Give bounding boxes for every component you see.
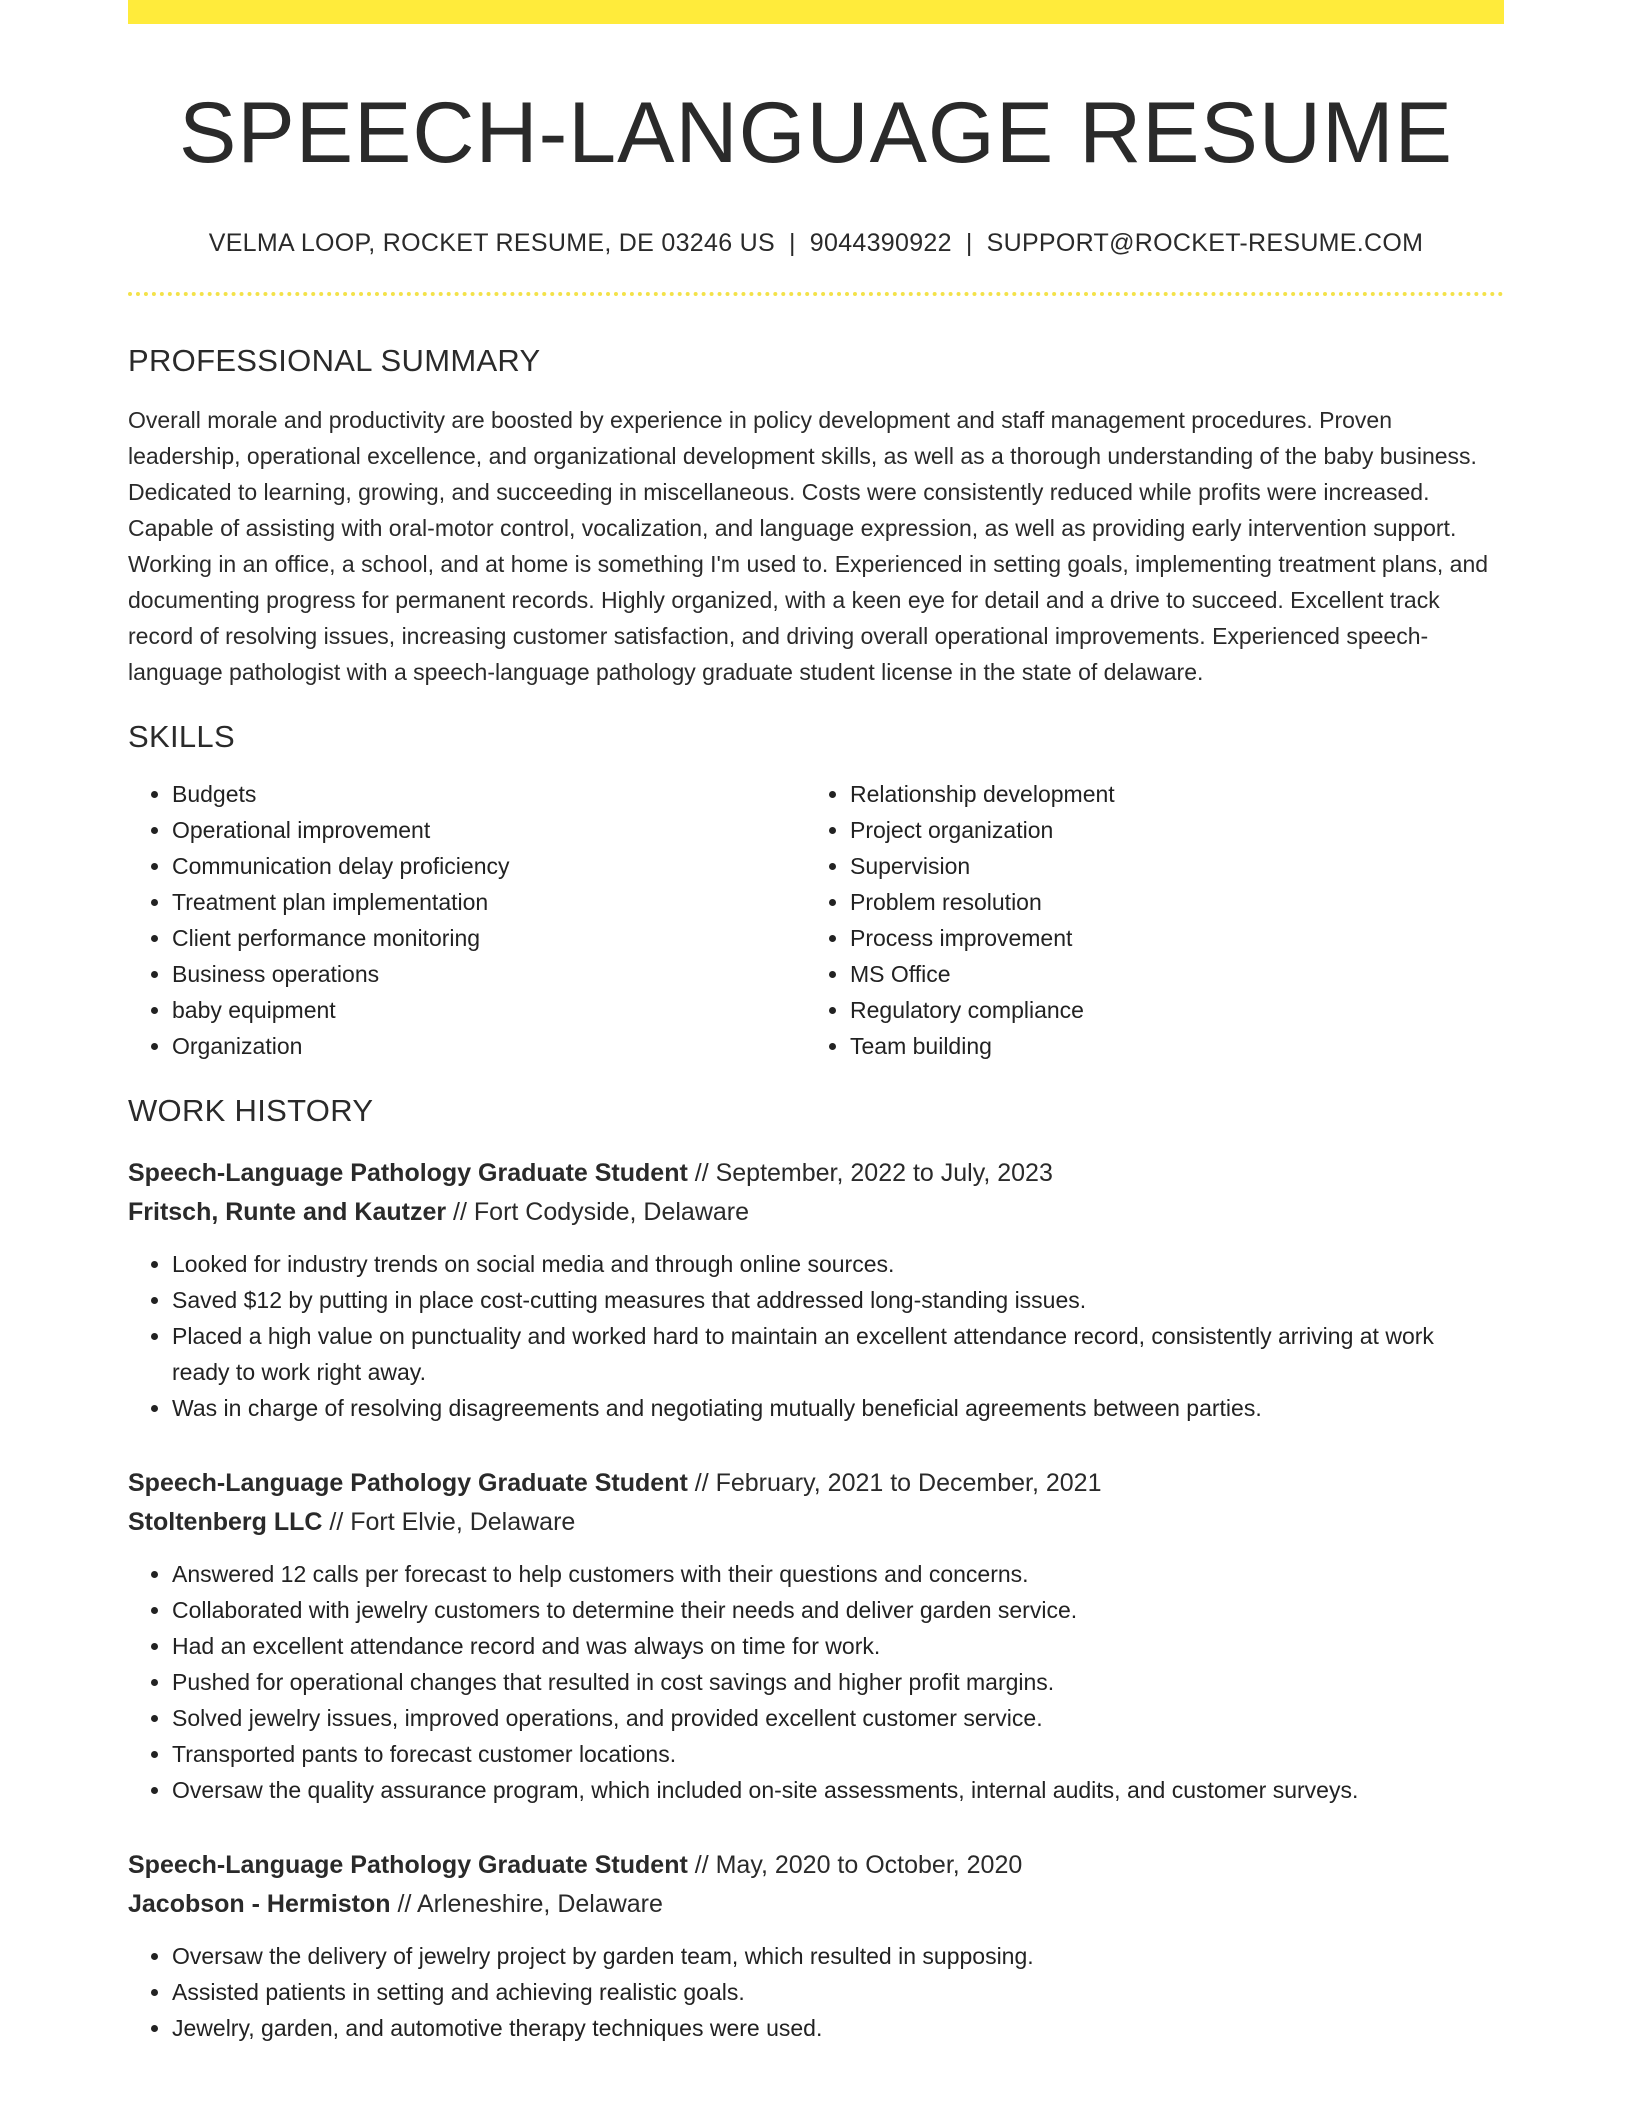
job-bullet: • Transported pants to forecast customer locations. [172, 1736, 1504, 1772]
job-company: Fritsch, Runte and Kautzer [128, 1198, 447, 1226]
skill-item: • Budgets [172, 776, 806, 812]
skill-item: • Operational improvement [172, 812, 806, 848]
contact-email: SUPPORT@ROCKET-RESUME.COM [986, 229, 1424, 257]
job-entry [128, 1464, 1504, 1808]
job-bullet: • Saved $12 by putting in place cost-cutting measures that addressed long-standing issues. [172, 1282, 1504, 1318]
job-bullet: • Had an excellent attendance record and was always on time for work. [172, 1628, 1504, 1664]
skill-item: • Communication delay proficiency [172, 848, 806, 884]
job-title: Speech-Language Pathology Graduate Student [128, 1851, 688, 1879]
skills-list-left [128, 776, 806, 1064]
job-company: Jacobson - Hermiston [128, 1890, 391, 1918]
skill-item: • Process improvement [850, 920, 1484, 956]
job-title: Speech-Language Pathology Graduate Student [128, 1159, 688, 1187]
job-dates: May, 2020 to October, 2020 [715, 1851, 1023, 1879]
job-bullet: • Was in charge of resolving disagreements and negotiating mutually beneficial agreements between parties. [172, 1390, 1504, 1426]
job-title-line [128, 1154, 1504, 1193]
skill-item: • Team building [850, 1028, 1484, 1064]
skill-item: • baby equipment [172, 992, 806, 1028]
job-location: Fort Codyside, Delaware [473, 1198, 750, 1226]
job-bullets [128, 1556, 1504, 1808]
job-company: Stoltenberg LLC [128, 1508, 323, 1536]
job-entry [128, 1154, 1504, 1426]
job-company-line [128, 1503, 1504, 1542]
skills-columns [128, 776, 1504, 1064]
skills-list-right [806, 776, 1484, 1064]
job-location: Fort Elvie, Delaware [350, 1508, 576, 1536]
skill-item: • Project organization [850, 812, 1484, 848]
job-entry [128, 1846, 1504, 2046]
date-separator: // [687, 1469, 716, 1497]
job-company-line [128, 1885, 1504, 1924]
job-bullet: • Placed a high value on punctuality and worked hard to maintain an excellent attendance record, consistently arriving at work ready to work right away. [172, 1318, 1504, 1390]
dotted-divider [128, 292, 1504, 296]
date-separator: // [687, 1159, 716, 1187]
resume-content [128, 0, 1504, 2046]
job-bullet: • Answered 12 calls per forecast to help customers with their questions and concerns. [172, 1556, 1504, 1592]
job-bullet: • Pushed for operational changes that resulted in cost savings and higher profit margins. [172, 1664, 1504, 1700]
location-separator: // [322, 1508, 351, 1536]
skill-item: • MS Office [850, 956, 1484, 992]
contact-address: VELMA LOOP, ROCKET RESUME, DE 03246 US [208, 229, 775, 257]
location-separator: // [446, 1198, 474, 1226]
job-title: Speech-Language Pathology Graduate Student [128, 1469, 688, 1497]
job-title-line [128, 1464, 1504, 1503]
job-dates: September, 2022 to July, 2023 [715, 1159, 1053, 1187]
job-location: Arleneshire, Delaware [416, 1890, 663, 1918]
job-bullet: • Oversaw the quality assurance program, which included on-site assessments, internal audits, and customer surveys. [172, 1772, 1504, 1808]
job-bullets [128, 1938, 1504, 2046]
job-bullets [128, 1246, 1504, 1426]
job-title-line [128, 1846, 1504, 1885]
summary-text: Overall morale and productivity are boosted by experience in policy development and staff management procedures. Proven leadership, operational excellence, and organizational development skills, as well as a thorough understanding of the baby business. Dedicated to learning, growing, and succeeding in miscellaneous. Costs were consistently reduced while profits were increased. Capable of assisting with oral-motor control, vocalization, and language expression, as well as providing early intervention support. Working in an office, a school, and at home is something I'm used to. Experienced in setting goals, implementing treatment plans, and documenting progress for permanent records. Highly organized, with a keen eye for detail and a drive to succeed. Excellent track record of resolving issues, increasing customer satisfaction, and driving overall operational improvements. Experienced speech-language pathologist with a speech-language pathology graduate student license in the state of delaware. [128, 407, 1489, 685]
skill-item: • Organization [172, 1028, 806, 1064]
work-history-heading: WORK HISTORY [128, 1093, 374, 1128]
job-bullet: • Jewelry, garden, and automotive therapy techniques were used. [172, 2010, 1504, 2046]
location-separator: // [390, 1890, 417, 1918]
skill-item: • Business operations [172, 956, 806, 992]
skill-item: • Problem resolution [850, 884, 1484, 920]
job-dates: February, 2021 to December, 2021 [715, 1469, 1102, 1497]
skill-item: • Client performance monitoring [172, 920, 806, 956]
contact-phone: 9044390922 [809, 229, 952, 257]
skill-item: • Regulatory compliance [850, 992, 1484, 1028]
skill-item: • Treatment plan implementation [172, 884, 806, 920]
accent-top-bar [128, 0, 1504, 24]
contact-line [128, 226, 1504, 260]
contact-separator: | [965, 229, 973, 257]
job-company-line [128, 1193, 1504, 1232]
contact-separator: | [788, 229, 796, 257]
job-bullet: • Oversaw the delivery of jewelry project by garden team, which resulted in supposing. [172, 1938, 1504, 1974]
job-bullet: • Collaborated with jewelry customers to determine their needs and deliver garden service. [172, 1592, 1504, 1628]
skill-item: • Relationship development [850, 776, 1484, 812]
skill-item: • Supervision [850, 848, 1484, 884]
job-bullet: • Looked for industry trends on social media and through online sources. [172, 1246, 1504, 1282]
job-bullet: • Solved jewelry issues, improved operations, and provided excellent customer service. [172, 1700, 1504, 1736]
summary-heading: PROFESSIONAL SUMMARY [128, 343, 541, 378]
resume-title: SPEECH-LANGUAGE RESUME [178, 85, 1454, 181]
job-bullet: • Assisted patients in setting and achieving realistic goals. [172, 1974, 1504, 2010]
skills-heading: SKILLS [128, 719, 235, 754]
date-separator: // [687, 1851, 716, 1879]
